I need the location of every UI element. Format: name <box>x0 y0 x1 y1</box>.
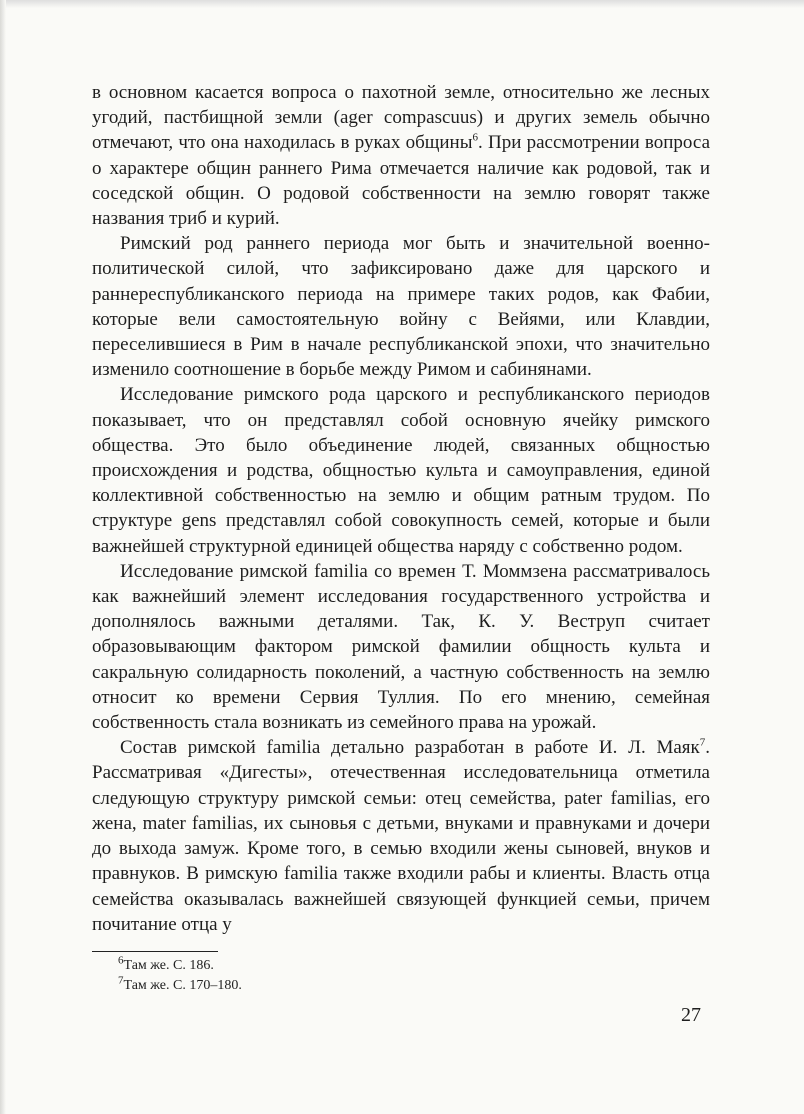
footnote-text: Там же. С. 170–180. <box>123 978 242 993</box>
footnote-mark: 7 <box>118 974 124 987</box>
paragraph-text: . Рассматривая «Дигесты», отечественная исследовательница отметила следующую структуру римской семьи: отец семейства, pater familias, его жена, mater familias, их сыновья с детьми, внуками и правнуками и дочери до выхода замуж. Кроме того, в семью входили жены сыновей, внуков и правнуков. В римскую familia также входили рабы и клиенты. Власть отца семейства оказывалась важнейшей связующей функцией семьи, причем почитание отца у <box>92 737 710 935</box>
footnote-text: Там же. С. 186. <box>123 958 214 973</box>
footnote-ref: 6 <box>472 132 478 145</box>
page-top-shadow <box>0 0 804 8</box>
footnote <box>118 956 678 976</box>
page-left-shadow <box>0 0 6 1114</box>
paragraph <box>92 231 710 382</box>
paragraph <box>92 735 710 937</box>
paragraph-text: Исследование римского рода царского и республиканского периодов показывает, что он представлял собой основную ячейку римского общества. Это было объединение людей, связанных общностью происхождения и родства, общностью культа и самоуправления, единой коллективной собственностью на землю и общим ратным трудом. По структуре gens представлял собой совокупность семей, которые и были важнейшей структурной единицей общества наряду с собственно родом. <box>92 384 710 557</box>
paragraph <box>92 382 710 558</box>
footnote-mark: 6 <box>118 954 124 967</box>
page-number: 27 <box>681 1004 701 1026</box>
paragraph-text: . При рассмотрении вопроса о характере общин раннего Рима отмечается наличие как родовой, так и соседской общин. О родовой собственности на землю говорят также названия триб и курий. <box>92 132 710 230</box>
body-text <box>92 80 710 937</box>
footnote <box>118 976 678 996</box>
footnote-separator <box>92 951 218 952</box>
paragraph <box>92 80 710 231</box>
paragraph-text: Исследование римской familia со времен Т. Моммзена рассматривалось как важнейший элемент исследования государственного устройства и дополнялось важными деталями. Так, К. У. Веструп считает образовывающим фактором римской фамилии общность культа и сакральную солидарность поколений, а частную собственность на землю относит ко времени Сервия Туллия. По его мнению, семейная собственность стала возникать из семейного права на урожай. <box>92 560 710 734</box>
paragraph-text: Состав римской familia детально разработан в работе И. Л. Маяк <box>120 737 700 759</box>
paragraph-text: Римский род раннего периода мог быть и значительной военно-политической силой, что зафиксировано даже для царского и раннереспубликанского периода на примере таких родов, как Фабии, которые вели самостоятельную войну с Вейями, или Клавдии, переселившиеся в Рим в начале республиканской эпохи, что значительно изменило соотношение в борьбе между Римом и сабинянами. <box>92 233 710 381</box>
paragraph-text: в основном касается вопроса о пахотной земле, относительно же лесных угодий, пастбищной земли (ager compascuus) и других земель обычно отмечают, что она находилась в руках общины <box>92 82 710 154</box>
footnotes <box>118 956 678 996</box>
footnote-ref: 7 <box>699 736 706 749</box>
paragraph <box>92 559 710 735</box>
